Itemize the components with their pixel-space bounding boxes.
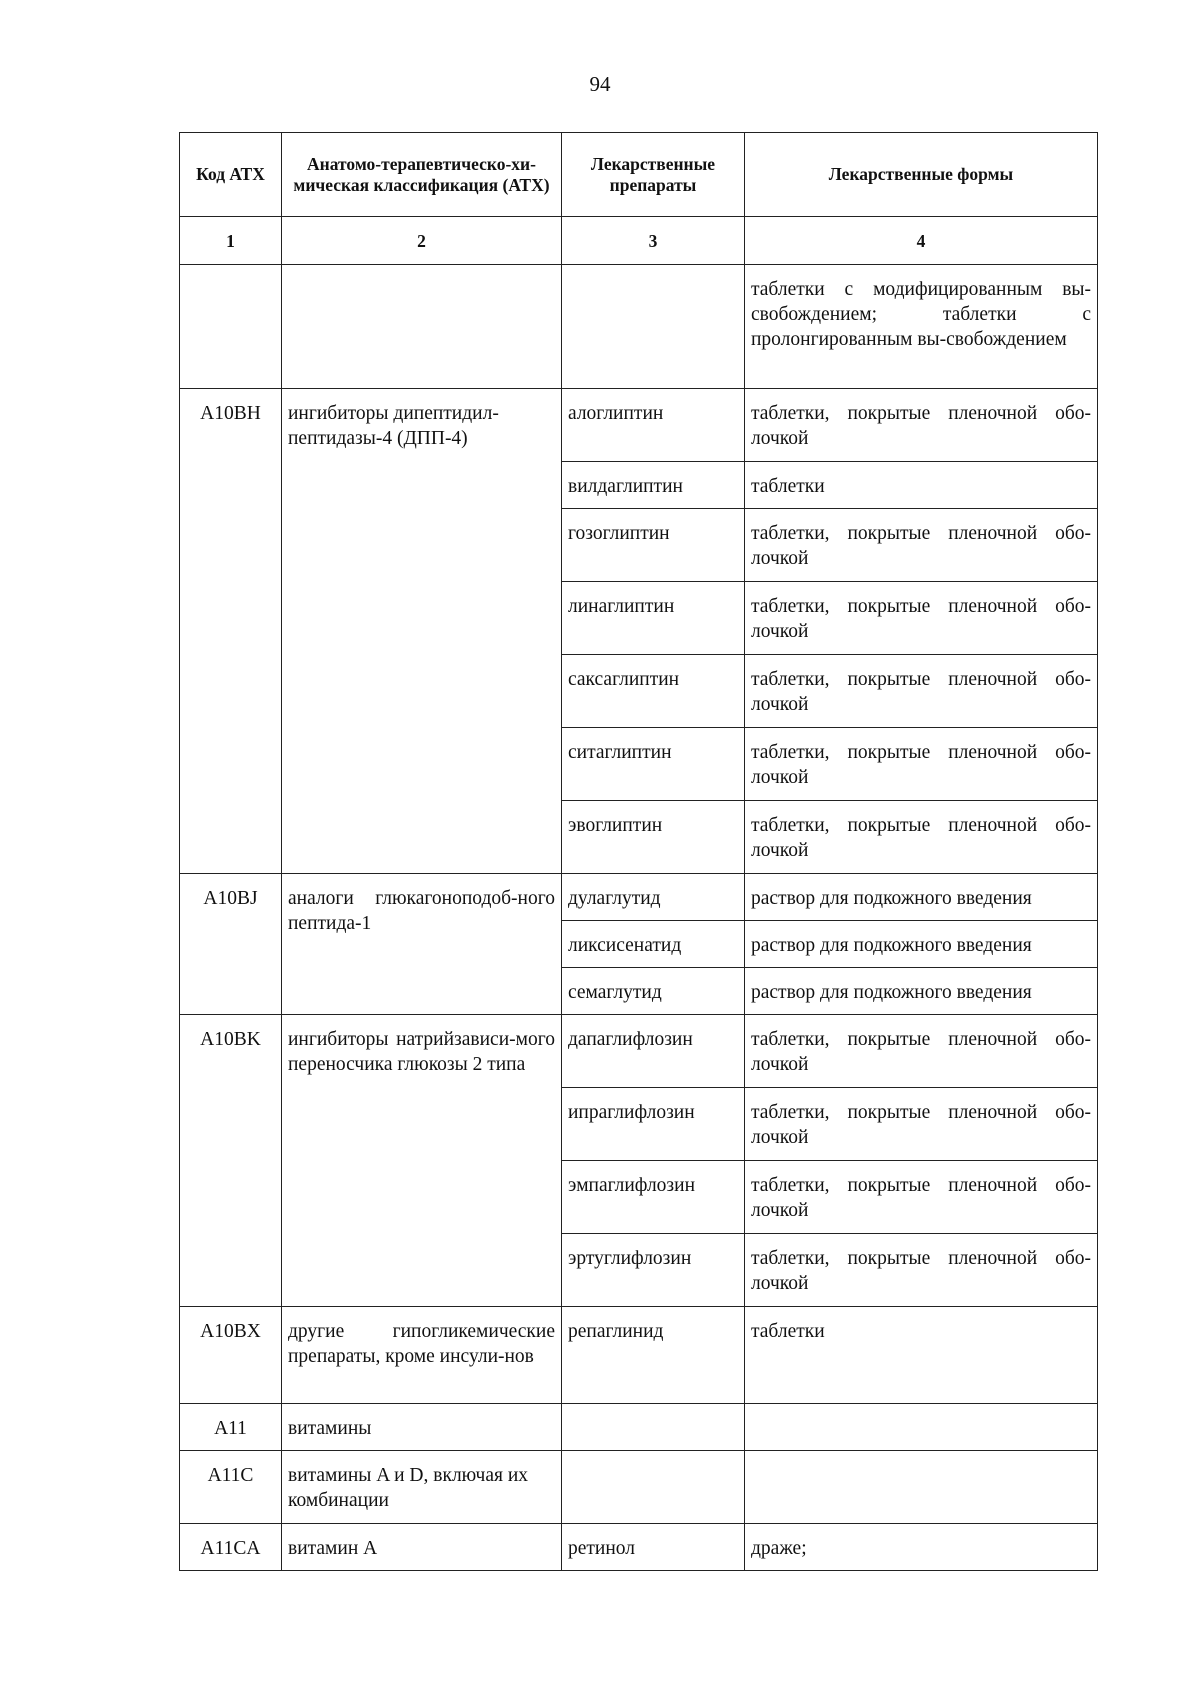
drug-cell: дапаглифлозин xyxy=(562,1015,745,1088)
table-row xyxy=(180,1307,1098,1404)
drug-cell: алоглиптин xyxy=(562,389,745,462)
drug-cell: ситаглиптин xyxy=(562,728,745,801)
atx-code-cell: A10BX xyxy=(180,1307,282,1404)
dosage-form-cell: таблетки, покрытые пленочной обо-лочкой xyxy=(745,509,1098,582)
atx-code-cell: A10BJ xyxy=(180,874,282,1015)
drug-cell: ипраглифлозин xyxy=(562,1088,745,1161)
drug-cell: эмпаглифлозин xyxy=(562,1161,745,1234)
dosage-form-cell: таблетки, покрытые пленочной обо-лочкой xyxy=(745,1088,1098,1161)
classification-cell: ингибиторы натрийзависи-мого переносчика глюкозы 2 типа xyxy=(282,1015,562,1307)
dosage-form-cell: таблетки, покрытые пленочной обо-лочкой xyxy=(745,1161,1098,1234)
drug-cell: репаглинид xyxy=(562,1307,745,1404)
dosage-form-cell xyxy=(745,1404,1098,1451)
dosage-form-cell: раствор для подкожного введения xyxy=(745,921,1098,968)
dosage-form-cell: таблетки, покрытые пленочной обо-лочкой xyxy=(745,1015,1098,1088)
atx-table xyxy=(179,132,1098,1571)
header-atx-code: Код АТХ xyxy=(180,133,282,217)
drug-cell xyxy=(562,1451,745,1524)
classification-cell: аналоги глюкагоноподоб-ного пептида-1 xyxy=(282,874,562,1015)
table-row xyxy=(180,265,1098,389)
table-row xyxy=(180,1524,1098,1571)
table-row xyxy=(180,1015,1098,1088)
column-number: 2 xyxy=(282,217,562,265)
dosage-form-cell: таблетки xyxy=(745,462,1098,509)
dosage-form-cell: таблетки с модифицированным вы-свобождением; таблетки с пролонгированным вы-свобождением xyxy=(745,265,1098,389)
dosage-form-cell xyxy=(745,1451,1098,1524)
drug-cell xyxy=(562,265,745,389)
dosage-form-cell: таблетки xyxy=(745,1307,1098,1404)
dosage-form-cell: драже; xyxy=(745,1524,1098,1571)
atx-code-cell xyxy=(180,265,282,389)
drug-cell: гозоглиптин xyxy=(562,509,745,582)
classification-cell: витамины A и D, включая их комбинации xyxy=(282,1451,562,1524)
header-atx-classification: Анатомо-терапевтическо-хи-мическая классификация (АТХ) xyxy=(282,133,562,217)
dosage-form-cell: таблетки, покрытые пленочной обо-лочкой xyxy=(745,801,1098,874)
atx-code-cell: A10BK xyxy=(180,1015,282,1307)
table-row xyxy=(180,1404,1098,1451)
table-row xyxy=(180,389,1098,462)
table-row xyxy=(180,1451,1098,1524)
header-dosage-forms: Лекарственные формы xyxy=(745,133,1098,217)
drug-cell: эвоглиптин xyxy=(562,801,745,874)
dosage-form-cell: раствор для подкожного введения xyxy=(745,968,1098,1015)
header-row xyxy=(180,133,1098,217)
classification-cell: ингибиторы дипептидил-пептидазы-4 (ДПП-4) xyxy=(282,389,562,874)
page-number: 94 xyxy=(589,72,611,96)
table-row xyxy=(180,874,1098,921)
classification-cell: витамины xyxy=(282,1404,562,1451)
drug-cell xyxy=(562,1404,745,1451)
drug-cell: линаглиптин xyxy=(562,582,745,655)
header-drugs: Лекарственные препараты xyxy=(562,133,745,217)
dosage-form-cell: таблетки, покрытые пленочной обо-лочкой xyxy=(745,582,1098,655)
drug-cell: ликсисенатид xyxy=(562,921,745,968)
drug-cell: вилдаглиптин xyxy=(562,462,745,509)
column-number: 1 xyxy=(180,217,282,265)
atx-code-cell: A11 xyxy=(180,1404,282,1451)
dosage-form-cell: таблетки, покрытые пленочной обо-лочкой xyxy=(745,655,1098,728)
drug-cell: семаглутид xyxy=(562,968,745,1015)
column-number: 3 xyxy=(562,217,745,265)
atx-code-cell: A11CA xyxy=(180,1524,282,1571)
classification-cell: витамин A xyxy=(282,1524,562,1571)
drug-cell: дулаглутид xyxy=(562,874,745,921)
classification-cell xyxy=(282,265,562,389)
dosage-form-cell: таблетки, покрытые пленочной обо-лочкой xyxy=(745,728,1098,801)
column-number: 4 xyxy=(745,217,1098,265)
drug-cell: эртуглифлозин xyxy=(562,1234,745,1307)
atx-code-cell: A10BH xyxy=(180,389,282,874)
dosage-form-cell: раствор для подкожного введения xyxy=(745,874,1098,921)
dosage-form-cell: таблетки, покрытые пленочной обо-лочкой xyxy=(745,1234,1098,1307)
dosage-form-cell: таблетки, покрытые пленочной обо-лочкой xyxy=(745,389,1098,462)
column-number-row xyxy=(180,217,1098,265)
classification-cell: другие гипогликемические препараты, кроме инсули-нов xyxy=(282,1307,562,1404)
drug-cell: саксаглиптин xyxy=(562,655,745,728)
atx-code-cell: A11C xyxy=(180,1451,282,1524)
drug-cell: ретинол xyxy=(562,1524,745,1571)
